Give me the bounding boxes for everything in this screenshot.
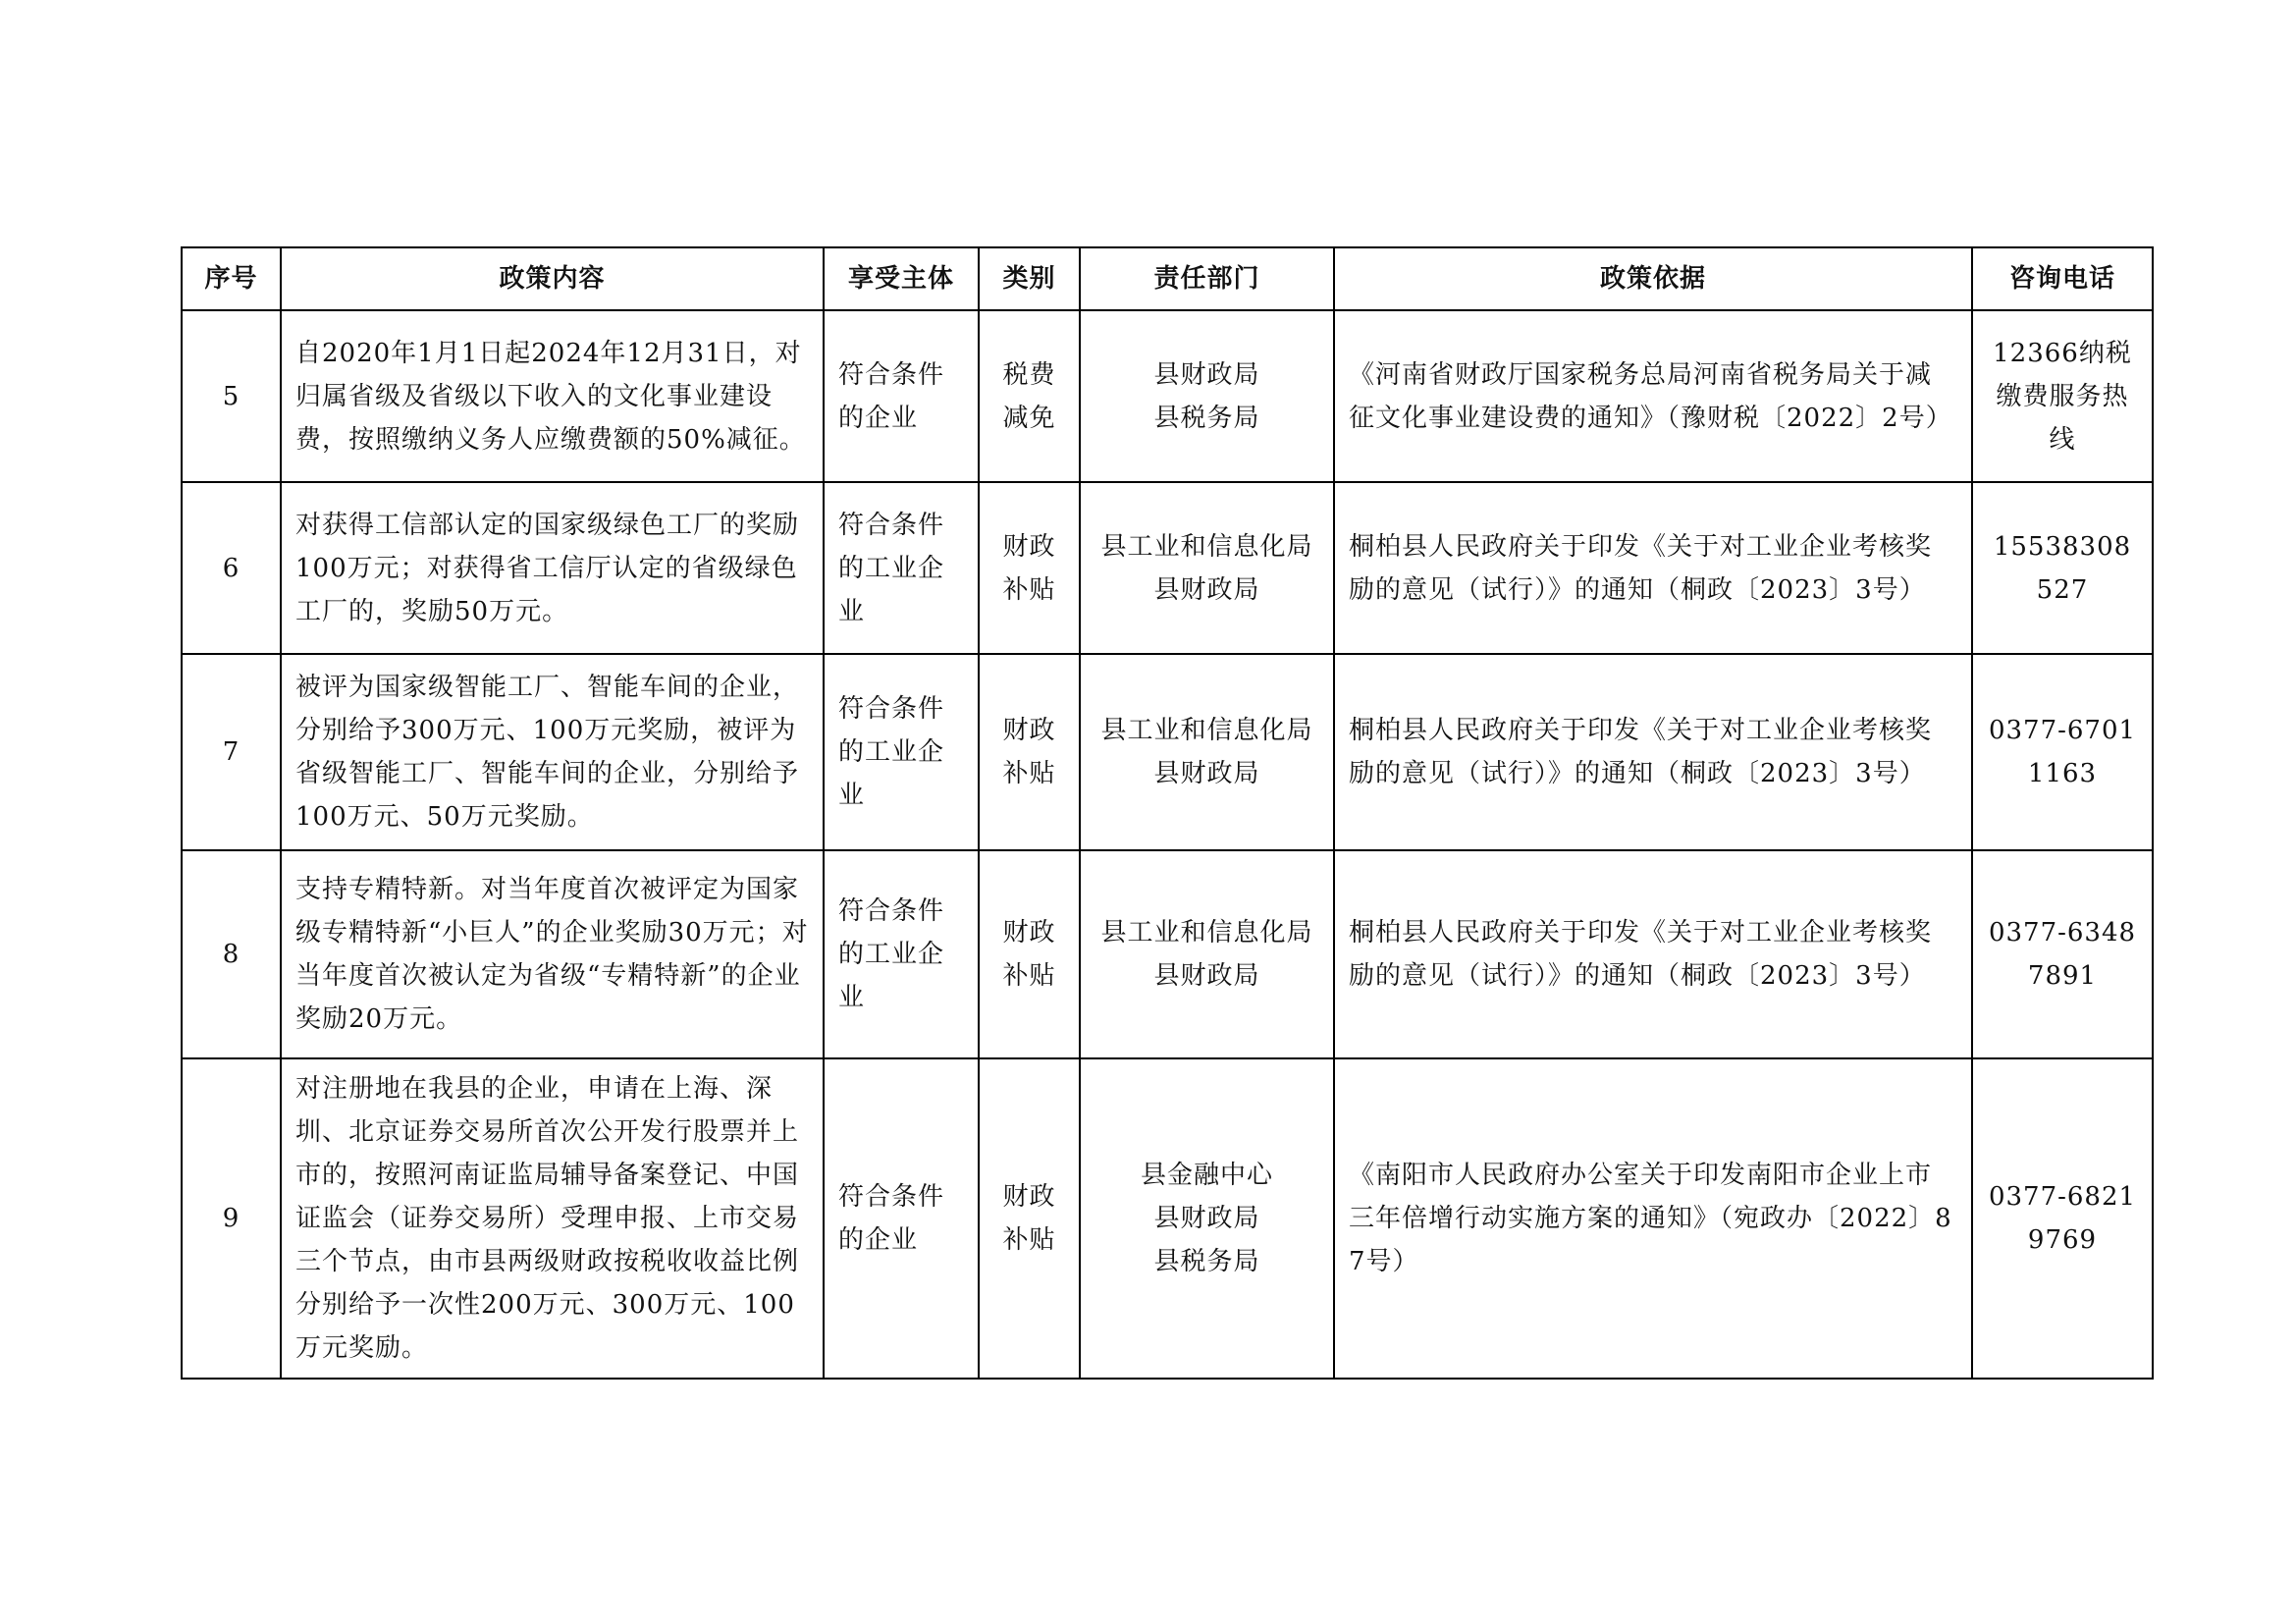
row-basis: 《南阳市人民政府办公室关于印发南阳市企业上市三年倍增行动实施方案的通知》（宛政办〔2022〕87号）: [1334, 1058, 1972, 1379]
department-line: 县工业和信息化局: [1100, 918, 1313, 947]
row-basis: 《河南省财政厅国家税务总局河南省税务局关于减征文化事业建设费的通知》（豫财税〔2022〕2号）: [1334, 310, 1972, 482]
row-category: 财政补贴: [979, 482, 1080, 654]
row-beneficiary: 符合条件的企业: [824, 1058, 979, 1379]
department-line: 县财政局: [1153, 574, 1260, 605]
header-content: 政策内容: [281, 247, 824, 310]
row-department: [1080, 850, 1334, 1058]
header-phone: 咨询电话: [1972, 247, 2153, 310]
row-department: [1080, 1058, 1334, 1379]
row-category: 财政补贴: [979, 1058, 1080, 1379]
row-beneficiary: 符合条件的工业企业: [824, 482, 979, 654]
row-beneficiary: 符合条件的工业企业: [824, 850, 979, 1058]
department-line: 县工业和信息化局: [1100, 716, 1313, 745]
header-seq: 序号: [182, 247, 281, 310]
table-row: [182, 654, 2153, 850]
row-phone: 12366纳税缴费服务热线: [1972, 310, 2153, 482]
row-seq: 9: [182, 1058, 281, 1379]
row-phone: 0377-68219769: [1972, 1058, 2153, 1379]
header-beneficiary: 享受主体: [824, 247, 979, 310]
row-basis: 桐柏县人民政府关于印发《关于对工业企业考核奖励的意见（试行）》的通知（桐政〔2023〕3号）: [1334, 654, 1972, 850]
row-department: [1080, 654, 1334, 850]
row-content: 自2020年1月1日起2024年12月31日，对归属省级及省级以下收入的文化事业建设费，按照缴纳义务人应缴费额的50%减征。: [281, 310, 824, 482]
row-seq: 8: [182, 850, 281, 1058]
row-seq: 5: [182, 310, 281, 482]
table-row: [182, 850, 2153, 1058]
row-content: 对获得工信部认定的国家级绿色工厂的奖励100万元；对获得省工信厅认定的省级绿色工厂的，奖励50万元。: [281, 482, 824, 654]
row-phone: 15538308527: [1972, 482, 2153, 654]
policy-table: [181, 246, 2154, 1380]
department-line: 县财政局: [1153, 1204, 1260, 1233]
row-basis: 桐柏县人民政府关于印发《关于对工业企业考核奖励的意见（试行）》的通知（桐政〔2023〕3号）: [1334, 850, 1972, 1058]
department-line: 县税务局: [1153, 1247, 1260, 1276]
row-category: 财政补贴: [979, 850, 1080, 1058]
department-line: 县财政局: [1153, 359, 1260, 390]
row-category: 税费减免: [979, 310, 1080, 482]
department-line: 县工业和信息化局: [1100, 531, 1313, 562]
row-category: 财政补贴: [979, 654, 1080, 850]
department-line: 县税务局: [1153, 403, 1260, 433]
table-header-row: [182, 247, 2153, 310]
row-department: [1080, 482, 1334, 654]
row-seq: 7: [182, 654, 281, 850]
row-phone: 0377-67011163: [1972, 654, 2153, 850]
row-department: [1080, 310, 1334, 482]
table-row: [182, 310, 2153, 482]
row-content: 支持专精特新。对当年度首次被评定为国家级专精特新“小巨人”的企业奖励30万元；对当年度首次被认定为省级“专精特新”的企业奖励20万元。: [281, 850, 824, 1058]
row-phone: 0377-63487891: [1972, 850, 2153, 1058]
row-basis: 桐柏县人民政府关于印发《关于对工业企业考核奖励的意见（试行）》的通知（桐政〔2023〕3号）: [1334, 482, 1972, 654]
department-line: 县金融中心: [1140, 1161, 1273, 1190]
department-line: 县财政局: [1153, 961, 1260, 991]
row-seq: 6: [182, 482, 281, 654]
row-content: 对注册地在我县的企业，申请在上海、深圳、北京证券交易所首次公开发行股票并上市的，按照河南证监局辅导备案登记、中国证监会（证券交易所）受理申报、上市交易三个节点，由市县两级财政按税收收益比例分别给予一次性200万元、300万元、100万元奖励。: [281, 1058, 824, 1379]
header-category: 类别: [979, 247, 1080, 310]
row-content: 被评为国家级智能工厂、智能车间的企业，分别给予300万元、100万元奖励，被评为省级智能工厂、智能车间的企业，分别给予100万元、50万元奖励。: [281, 654, 824, 850]
department-line: 县财政局: [1153, 759, 1260, 788]
table-row: [182, 482, 2153, 654]
header-department: 责任部门: [1080, 247, 1334, 310]
header-basis: 政策依据: [1334, 247, 1972, 310]
row-beneficiary: 符合条件的工业企业: [824, 654, 979, 850]
row-beneficiary: 符合条件的企业: [824, 310, 979, 482]
table-row: [182, 1058, 2153, 1379]
